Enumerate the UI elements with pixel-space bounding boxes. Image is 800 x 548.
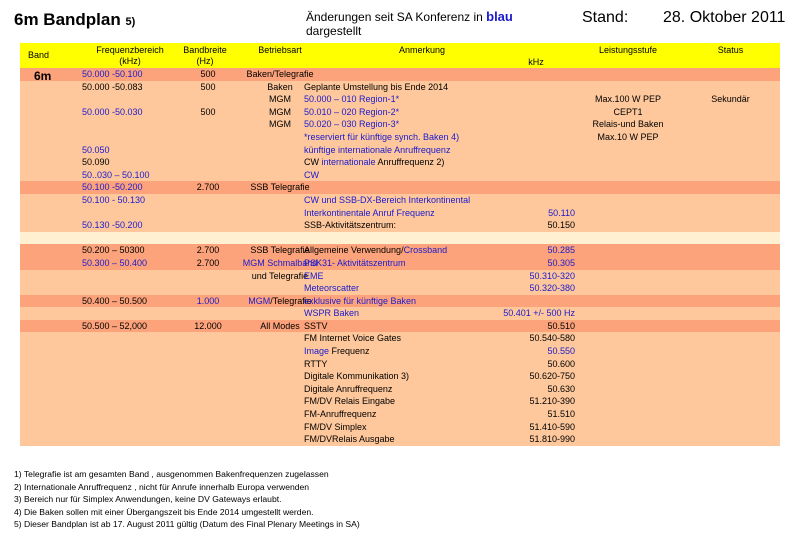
table-row <box>20 144 780 157</box>
bandwidth-cell: 2.700 <box>196 245 220 256</box>
table-row <box>20 295 780 308</box>
col-status: Status <box>717 45 744 55</box>
footnote: 5) Dieser Bandplan ist ab 17. August 2011 gültig (Datum des Final Plenary Meetings in SA) <box>14 519 360 530</box>
power-level-cell: Max.10 W PEP <box>597 131 659 142</box>
note-cell: CW <box>304 169 319 180</box>
bandplan-table <box>20 43 780 446</box>
note-part: Frequenz <box>329 346 370 357</box>
freq-cell: 50.100 -50.200 <box>82 182 143 193</box>
freq-cell: 50.500 – 52,000 <box>82 320 148 331</box>
table-row <box>20 433 780 446</box>
table-row <box>20 131 780 144</box>
note-cell: RTTY <box>304 358 328 369</box>
table-row <box>20 408 780 421</box>
changes-note <box>306 10 513 38</box>
khz-cell: 50.550 <box>547 346 575 357</box>
khz-cell: 50.540-580 <box>529 333 575 344</box>
bandwidth-cell: 500 <box>200 106 216 117</box>
table-row <box>20 194 780 207</box>
col-mode: Betriebsart <box>258 45 302 55</box>
note-cell: 50.020 – 030 Region-3* <box>304 119 400 130</box>
note-cell: PSK31- Aktivitätszentrum <box>304 257 406 268</box>
note-cell: Geplante Umstellung bis Ende 2014 <box>304 81 449 92</box>
table-row <box>20 345 780 358</box>
khz-cell: 50.310-320 <box>529 270 575 281</box>
khz-cell: 51.510 <box>547 409 575 420</box>
page-title: 6m Bandplan 5) <box>14 10 136 29</box>
status-cell: Sekundär <box>711 94 750 105</box>
changes-blue-word: blau <box>486 9 513 24</box>
note-part: Image <box>304 346 330 357</box>
note-cell: EME <box>304 270 324 281</box>
mode-part: /Telegrafie <box>270 295 312 306</box>
note-part: Crossband <box>403 245 448 256</box>
note-cell: Digitale Anruffrequenz <box>304 383 393 394</box>
khz-cell: 50.401 +/- 500 Hz <box>503 308 575 319</box>
bandwidth-cell: 2.700 <box>196 257 220 268</box>
table-row <box>20 370 780 383</box>
table-row <box>20 232 780 245</box>
footnote: 1) Telegrafie ist am gesamten Band , ausgenommen Bakenfrequenzen zugelassen <box>14 469 329 479</box>
khz-cell: 51.210-390 <box>529 396 575 407</box>
table-body <box>20 68 780 446</box>
note-cell: FM/DV Simplex <box>304 421 367 432</box>
changes-text-line2: dargestellt <box>306 24 362 38</box>
freq-cell: 50.000 -50.083 <box>82 81 143 92</box>
changes-text: Änderungen seit SA Konferenz in <box>306 10 487 24</box>
table-row <box>20 307 780 320</box>
bandwidth-cell: 500 <box>200 81 216 92</box>
bandwidth-cell: 12.000 <box>194 320 222 331</box>
note-cell: FM-Anruffrequenz <box>304 409 377 420</box>
note-cell: exklusive für künftige Baken <box>304 295 417 306</box>
khz-cell: 50.285 <box>547 245 575 256</box>
khz-cell: 50.320-380 <box>529 283 575 294</box>
mode-cell: All Modes <box>260 320 300 331</box>
table-row <box>20 118 780 131</box>
freq-cell: 50.090 <box>82 157 110 168</box>
mode-cell: MGM <box>269 119 291 130</box>
table-header <box>20 43 780 68</box>
footnote: 4) Die Baken sollen mit einer Übergangszeit bis Ende 2014 umgestellt werden. <box>14 506 314 517</box>
note-cell: FM/DV Relais Eingabe <box>304 396 396 407</box>
table-row <box>20 181 780 194</box>
note-part: Anruffrequenz 2) <box>375 157 445 168</box>
note-cell: FM/DVRelais Ausgabe <box>304 434 395 445</box>
table-row <box>20 207 780 220</box>
table-row <box>20 383 780 396</box>
mode-cell: SSB Telegrafie <box>250 245 310 256</box>
freq-cell: 50.130 -50.200 <box>82 220 143 231</box>
table-row <box>20 244 780 257</box>
freq-cell: 50..030 – 50.100 <box>82 169 150 180</box>
note-cell: Digitale Kommunikation 3) <box>304 371 410 382</box>
khz-cell: 51.810-990 <box>529 434 575 445</box>
freq-cell: 50.300 – 50.400 <box>82 257 148 268</box>
mode-cell: MGM Schmalband <box>242 257 318 268</box>
note-cell: CW und SSB-DX-Bereich Interkontinental <box>304 194 471 205</box>
note-cell: FM Internet Voice Gates <box>304 333 402 344</box>
col-note-unit: kHz <box>528 57 544 67</box>
note-cell: WSPR Baken <box>304 308 360 319</box>
table-row <box>20 282 780 295</box>
footnotes <box>14 468 360 531</box>
note-cell: Interkontinentale Anruf Frequenz <box>304 207 435 218</box>
col-note: Anmerkung <box>398 45 446 55</box>
table-row <box>20 93 780 106</box>
table-row <box>20 270 780 283</box>
khz-cell: 50.305 <box>547 257 575 268</box>
table-row <box>20 332 780 345</box>
stand-label: Stand: <box>582 9 629 26</box>
table-row <box>20 358 780 371</box>
mode-cell: und Telegrafie <box>251 270 309 281</box>
table-row <box>20 219 780 232</box>
note-cell <box>304 345 469 358</box>
footnote: 2) Internationale Anruffrequenz , nicht für Anrufe innerhalb Europa verwenden <box>14 481 310 492</box>
khz-cell: 50.510 <box>547 320 575 331</box>
note-cell: SSTV <box>304 320 328 331</box>
power-level-cell: CEPT1 <box>613 106 643 117</box>
khz-cell: 50.620-750 <box>529 371 575 382</box>
note-cell: Meteorscatter <box>304 283 360 294</box>
table-row <box>20 106 780 119</box>
freq-cell: 50.100 - 50.130 <box>82 194 146 205</box>
note-cell: *reserviert für künftige synch. Baken 4) <box>304 131 460 142</box>
mode-cell: MGM <box>269 106 291 117</box>
col-band: Band <box>28 50 50 60</box>
footnote: 3) Bereich nur für Simplex Anwendungen, keine DV Gateways erlaubt. <box>14 494 282 505</box>
note-cell: künftige internationale Anruffrequenz <box>304 144 451 155</box>
bandwidth-cell: 1.000 <box>196 295 220 306</box>
freq-cell: 50.050 <box>82 144 110 155</box>
note-cell: SSB-Aktivitätszentrum: <box>304 220 397 231</box>
note-cell: 50.000 – 010 Region-1* <box>304 94 400 105</box>
power-level-cell: Relais-und Baken <box>592 119 664 130</box>
stand-date: 28. Oktober 2011 <box>663 9 786 26</box>
freq-cell: 50.000 -50.030 <box>82 106 143 117</box>
col-freq: Frequenzbereich (kHz) <box>96 45 164 66</box>
khz-cell: 50.150 <box>547 220 575 231</box>
table-row <box>20 169 780 182</box>
table-row <box>20 156 780 169</box>
table-row <box>20 257 780 270</box>
table-row <box>20 421 780 434</box>
table-row <box>20 81 780 94</box>
freq-cell: 50.200 – 50300 <box>82 245 145 256</box>
khz-cell: 50.630 <box>547 383 575 394</box>
khz-cell: 50.110 <box>548 207 575 218</box>
mode-cell: Baken/Telegrafie <box>246 69 314 79</box>
band-label: 6m <box>34 69 52 83</box>
freq-cell: 50.400 – 50.500 <box>82 295 148 306</box>
khz-cell: 50.600 <box>547 358 575 369</box>
col-bw: Bandbreite (Hz) <box>183 45 227 66</box>
table-row <box>20 320 780 333</box>
note-cell: 50.010 – 020 Region-2* <box>304 106 400 117</box>
bandwidth-cell: 2.700 <box>196 182 220 193</box>
mode-cell: Baken <box>267 81 293 92</box>
col-level: Leistungsstufe <box>598 45 658 55</box>
title-footnote-ref: 5) <box>125 16 136 28</box>
bandwidth-cell: 500 <box>200 69 216 79</box>
table-row <box>20 395 780 408</box>
mode-cell: SSB Telegrafie <box>250 182 310 193</box>
mode-blue-part: MGM <box>248 295 271 306</box>
mode-cell: MGM <box>269 94 291 105</box>
note-cell <box>304 244 469 257</box>
note-part: Allgemeine Verwendung/ <box>304 245 404 256</box>
note-part: CW <box>304 157 322 168</box>
note-cell <box>304 156 469 169</box>
table-row <box>20 68 780 81</box>
note-part: internationale <box>321 157 376 168</box>
freq-cell: 50.000 -50.100 <box>82 69 143 79</box>
power-level-cell: Max.100 W PEP <box>594 94 662 105</box>
khz-cell: 51.410-590 <box>529 421 575 432</box>
